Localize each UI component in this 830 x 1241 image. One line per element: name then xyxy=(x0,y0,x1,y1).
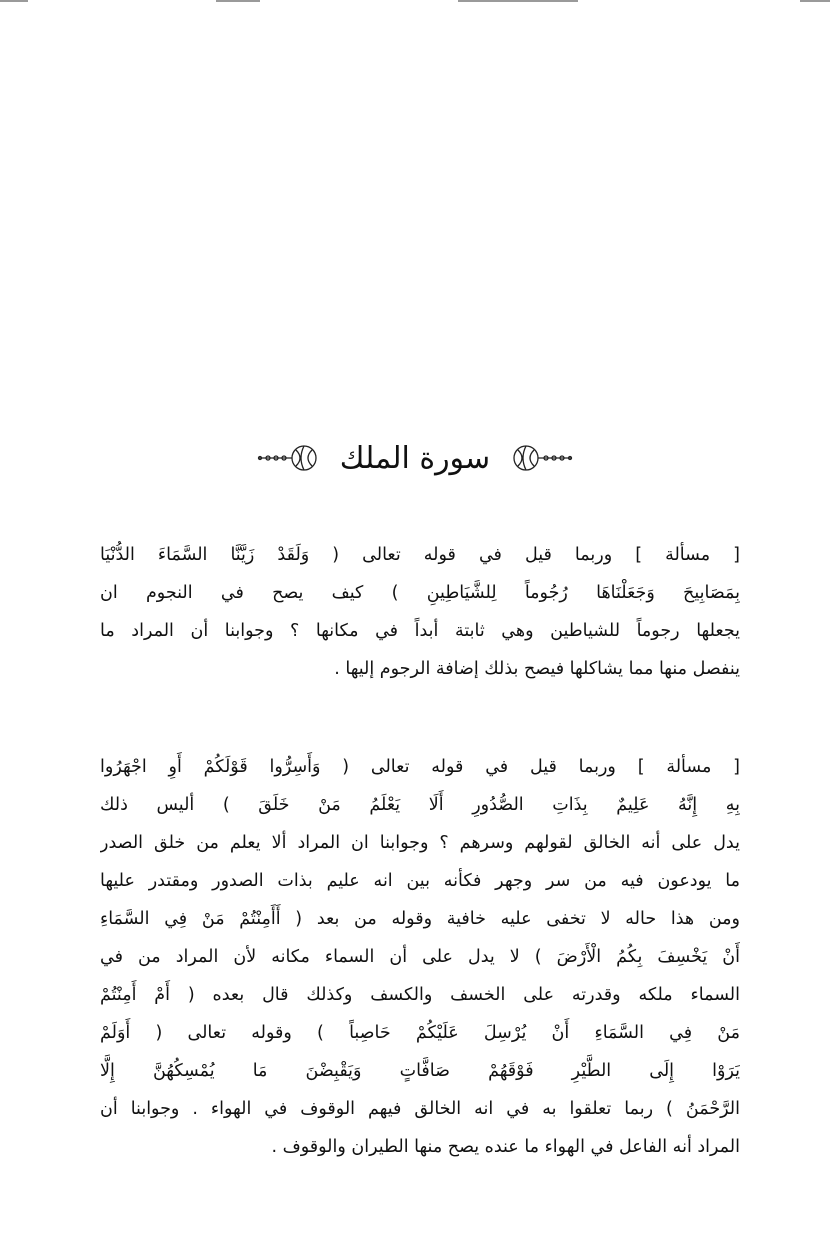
text-line: الرَّحْمَنُ ) ربما تعلقوا به في انه الخالق فيهم الوقوف في الهواء . وجوابنا أن xyxy=(100,1099,740,1119)
paragraph-1 xyxy=(100,536,740,688)
text-line: بِهِ إِنَّهُ عَلِيمٌ بِذَاتِ الصُّدُورِ أَلَا يَعْلَمُ مَنْ خَلَقَ ) أليس ذلك xyxy=(100,795,740,815)
text-line: ومن هذا حاله لا تخفى عليه خافية وقوله من بعد ( أَأَمِنْتُمْ مَنْ فِي السَّمَاءِ xyxy=(100,909,740,929)
left-ornament-icon xyxy=(254,438,324,478)
surah-heading xyxy=(0,430,830,486)
text-line: مَنْ فِي السَّمَاءِ أَنْ يُرْسِلَ عَلَيْكُمْ حَاصِباً ) وقوله تعالى ( أَوَلَمْ xyxy=(100,1023,740,1043)
text-line: المراد أنه الفاعل في الهواء ما عنده يصح منها الطيران والوقوف . xyxy=(271,1137,740,1157)
text-line: بِمَصَابِيحَ وَجَعَلْنَاهَا رُجُوماً لِلشَّيَاطِينِ ) كيف يصح في النجوم ان xyxy=(100,583,740,603)
text-line: ما يودعون فيه من سر وجهر فكأنه بين انه عليم بذات الصدور ومقتدر عليها xyxy=(100,871,740,891)
text-line: يَرَوْا إِلَى الطَّيْرِ فَوْقَهُمْ صَافَّاتٍ وَيَقْبِضْنَ مَا يُمْسِكُهُنَّ إِلَّا xyxy=(100,1061,740,1081)
scan-edge-marks xyxy=(0,0,830,6)
text-line: يجعلها رجوماً للشياطين وهي ثابتة أبداً في مكانها ؟ وجوابنا أن المراد ما xyxy=(100,621,740,641)
paragraph-2 xyxy=(100,748,740,1166)
surah-title: سورة الملك xyxy=(339,440,491,476)
text-line: السماء ملكه وقدرته على الخسف والكسف وكذلك قال بعده ( أَمْ أَمِنْتُمْ xyxy=(100,985,740,1005)
text-line: أَنْ يَخْسِفَ بِكُمُ الْأَرْضَ ) لا يدل على أن السماء مكانه لأن المراد من في xyxy=(100,947,740,967)
text-line: ينفصل منها مما يشاكلها فيصح بذلك إضافة الرجوم إليها . xyxy=(334,659,740,679)
text-line: [ مسألة ] وربما قيل في قوله تعالى ( وَلَقَدْ زَيَّنَّا السَّمَاءَ الدُّنْيَا xyxy=(100,545,740,565)
right-ornament-icon xyxy=(506,438,576,478)
text-line: يدل على أنه الخالق لقولهم وسرهم ؟ وجوابنا ان المراد ألا يعلم من خلق الصدر xyxy=(100,833,740,853)
text-line: [ مسألة ] وربما قيل في قوله تعالى ( وَأَسِرُّوا قَوْلَكُمْ أَوِ اجْهَرُوا xyxy=(100,757,740,777)
